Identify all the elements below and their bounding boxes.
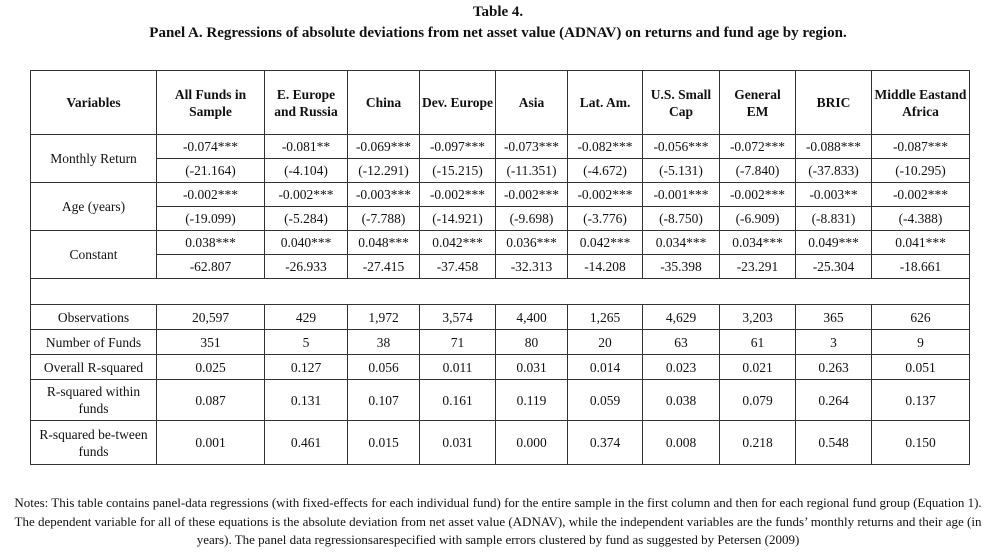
between_r2-value-cell: 0.548: [796, 421, 872, 465]
monthly_return-tstat-cell: (-5.131): [643, 159, 720, 183]
row-between-r2: [31, 421, 970, 465]
age-coef-cell: -0.003**: [796, 183, 872, 207]
monthly_return-coef-cell: -0.097***: [420, 135, 496, 159]
header-row: [31, 71, 970, 135]
label-within-r2: R-squared within funds: [31, 380, 157, 421]
age-coef-cell: -0.002***: [420, 183, 496, 207]
observations-value-cell: 365: [796, 305, 872, 330]
label-constant: Constant: [31, 231, 157, 279]
age-tstat-cell: (-4.388): [872, 207, 970, 231]
between_r2-value-cell: 0.461: [265, 421, 348, 465]
row-num-funds: [31, 330, 970, 355]
num_funds-value-cell: 20: [568, 330, 643, 355]
row-within-r2: [31, 380, 970, 421]
constant-tstat-cell: -62.807: [157, 255, 265, 279]
between_r2-value-cell: 0.015: [348, 421, 420, 465]
within_r2-value-cell: 0.264: [796, 380, 872, 421]
row-constant-tstat: [31, 255, 970, 279]
header-col-3: Dev. Europe: [420, 71, 496, 135]
age-tstat-cell: (-9.698): [496, 207, 568, 231]
constant-coef-cell: 0.042***: [568, 231, 643, 255]
header-variables: Variables: [31, 71, 157, 135]
between_r2-value-cell: 0.218: [720, 421, 796, 465]
observations-value-cell: 3,574: [420, 305, 496, 330]
monthly_return-coef-cell: -0.087***: [872, 135, 970, 159]
blank-row: [31, 279, 970, 305]
monthly_return-coef-cell: -0.074***: [157, 135, 265, 159]
constant-coef-cell: 0.042***: [420, 231, 496, 255]
num_funds-value-cell: 38: [348, 330, 420, 355]
monthly_return-coef-cell: -0.073***: [496, 135, 568, 159]
age-coef-cell: -0.001***: [643, 183, 720, 207]
num_funds-value-cell: 80: [496, 330, 568, 355]
constant-coef-cell: 0.040***: [265, 231, 348, 255]
label-observations: Observations: [31, 305, 157, 330]
overall_r2-value-cell: 0.021: [720, 355, 796, 380]
num_funds-value-cell: 5: [265, 330, 348, 355]
between_r2-value-cell: 0.150: [872, 421, 970, 465]
monthly_return-tstat-cell: (-4.672): [568, 159, 643, 183]
monthly_return-coef-cell: -0.072***: [720, 135, 796, 159]
num_funds-value-cell: 71: [420, 330, 496, 355]
observations-value-cell: 20,597: [157, 305, 265, 330]
observations-value-cell: 1,972: [348, 305, 420, 330]
monthly_return-tstat-cell: (-21.164): [157, 159, 265, 183]
age-coef-cell: -0.003***: [348, 183, 420, 207]
between_r2-value-cell: 0.374: [568, 421, 643, 465]
observations-value-cell: 4,400: [496, 305, 568, 330]
observations-value-cell: 429: [265, 305, 348, 330]
label-monthly-return: Monthly Return: [31, 135, 157, 183]
within_r2-value-cell: 0.107: [348, 380, 420, 421]
constant-coef-cell: 0.049***: [796, 231, 872, 255]
header-col-1: E. Europe and Russia: [265, 71, 348, 135]
header-col-2: China: [348, 71, 420, 135]
header-col-9: Middle Eastand Africa: [872, 71, 970, 135]
constant-tstat-cell: -26.933: [265, 255, 348, 279]
row-monthly-return-coef: [31, 135, 970, 159]
overall_r2-value-cell: 0.023: [643, 355, 720, 380]
monthly_return-tstat-cell: (-15.215): [420, 159, 496, 183]
header-col-4: Asia: [496, 71, 568, 135]
overall_r2-value-cell: 0.031: [496, 355, 568, 380]
constant-coef-cell: 0.034***: [643, 231, 720, 255]
age-tstat-cell: (-8.750): [643, 207, 720, 231]
header-col-0: All Funds in Sample: [157, 71, 265, 135]
header-col-5: Lat. Am.: [568, 71, 643, 135]
age-tstat-cell: (-5.284): [265, 207, 348, 231]
overall_r2-value-cell: 0.056: [348, 355, 420, 380]
constant-coef-cell: 0.036***: [496, 231, 568, 255]
monthly_return-coef-cell: -0.082***: [568, 135, 643, 159]
age-tstat-cell: (-3.776): [568, 207, 643, 231]
regression-table: [30, 70, 970, 465]
between_r2-value-cell: 0.000: [496, 421, 568, 465]
monthly_return-tstat-cell: (-10.295): [872, 159, 970, 183]
constant-tstat-cell: -37.458: [420, 255, 496, 279]
constant-tstat-cell: -32.313: [496, 255, 568, 279]
label-age: Age (years): [31, 183, 157, 231]
age-tstat-cell: (-14.921): [420, 207, 496, 231]
age-tstat-cell: (-19.099): [157, 207, 265, 231]
constant-coef-cell: 0.038***: [157, 231, 265, 255]
age-coef-cell: -0.002***: [265, 183, 348, 207]
num_funds-value-cell: 9: [872, 330, 970, 355]
overall_r2-value-cell: 0.014: [568, 355, 643, 380]
table-subtitle: Panel A. Regressions of absolute deviations from net asset value (ADNAV) on returns and fund age by region.: [149, 25, 847, 41]
header-col-7: General EM: [720, 71, 796, 135]
constant-tstat-cell: -18.661: [872, 255, 970, 279]
between_r2-value-cell: 0.031: [420, 421, 496, 465]
constant-tstat-cell: -35.398: [643, 255, 720, 279]
observations-value-cell: 626: [872, 305, 970, 330]
overall_r2-value-cell: 0.051: [872, 355, 970, 380]
monthly_return-tstat-cell: (-12.291): [348, 159, 420, 183]
num_funds-value-cell: 351: [157, 330, 265, 355]
within_r2-value-cell: 0.131: [265, 380, 348, 421]
header-col-6: U.S. Small Cap: [643, 71, 720, 135]
overall_r2-value-cell: 0.025: [157, 355, 265, 380]
monthly_return-tstat-cell: (-7.840): [720, 159, 796, 183]
monthly_return-coef-cell: -0.081**: [265, 135, 348, 159]
observations-value-cell: 3,203: [720, 305, 796, 330]
age-tstat-cell: (-6.909): [720, 207, 796, 231]
overall_r2-value-cell: 0.011: [420, 355, 496, 380]
overall_r2-value-cell: 0.127: [265, 355, 348, 380]
monthly_return-tstat-cell: (-37.833): [796, 159, 872, 183]
age-coef-cell: -0.002***: [496, 183, 568, 207]
label-between-r2: R-squared be-tween funds: [31, 421, 157, 465]
constant-coef-cell: 0.048***: [348, 231, 420, 255]
constant-tstat-cell: -27.415: [348, 255, 420, 279]
age-tstat-cell: (-8.831): [796, 207, 872, 231]
age-coef-cell: -0.002***: [872, 183, 970, 207]
num_funds-value-cell: 61: [720, 330, 796, 355]
header-col-8: BRIC: [796, 71, 872, 135]
within_r2-value-cell: 0.161: [420, 380, 496, 421]
monthly_return-tstat-cell: (-4.104): [265, 159, 348, 183]
within_r2-value-cell: 0.038: [643, 380, 720, 421]
within_r2-value-cell: 0.079: [720, 380, 796, 421]
monthly_return-coef-cell: -0.088***: [796, 135, 872, 159]
label-overall-r2: Overall R-squared: [31, 355, 157, 380]
overall_r2-value-cell: 0.263: [796, 355, 872, 380]
between_r2-value-cell: 0.001: [157, 421, 265, 465]
row-observations: [31, 305, 970, 330]
row-age-coef: [31, 183, 970, 207]
label-num-funds: Number of Funds: [31, 330, 157, 355]
age-tstat-cell: (-7.788): [348, 207, 420, 231]
constant-coef-cell: 0.034***: [720, 231, 796, 255]
monthly_return-coef-cell: -0.056***: [643, 135, 720, 159]
num_funds-value-cell: 63: [643, 330, 720, 355]
table-notes: Notes: This table contains panel-data regressions (with fixed-effects for each individual fund) for the entire sample in the first column and then for each regional fund group (Equation 1). The dependent variable for all of these equations is the absolute deviation from net asset value (ADNAV), while the independent variables are the funds’ monthly returns and their age (in years). The panel data regressionsarespecified with sample errors clustered by fund as suggested by Petersen (2009): [14, 495, 982, 547]
row-overall-r2: [31, 355, 970, 380]
row-age-tstat: [31, 207, 970, 231]
observations-value-cell: 4,629: [643, 305, 720, 330]
constant-tstat-cell: -14.208: [568, 255, 643, 279]
num_funds-value-cell: 3: [796, 330, 872, 355]
blank-cell: [31, 279, 970, 305]
age-coef-cell: -0.002***: [568, 183, 643, 207]
constant-coef-cell: 0.041***: [872, 231, 970, 255]
row-constant-coef: [31, 231, 970, 255]
between_r2-value-cell: 0.008: [643, 421, 720, 465]
age-coef-cell: -0.002***: [720, 183, 796, 207]
observations-value-cell: 1,265: [568, 305, 643, 330]
within_r2-value-cell: 0.119: [496, 380, 568, 421]
age-coef-cell: -0.002***: [157, 183, 265, 207]
monthly_return-coef-cell: -0.069***: [348, 135, 420, 159]
monthly_return-tstat-cell: (-11.351): [496, 159, 568, 183]
within_r2-value-cell: 0.087: [157, 380, 265, 421]
within_r2-value-cell: 0.137: [872, 380, 970, 421]
row-monthly-return-tstat: [31, 159, 970, 183]
constant-tstat-cell: -25.304: [796, 255, 872, 279]
table-title: Table 4.: [472, 4, 524, 20]
within_r2-value-cell: 0.059: [568, 380, 643, 421]
constant-tstat-cell: -23.291: [720, 255, 796, 279]
